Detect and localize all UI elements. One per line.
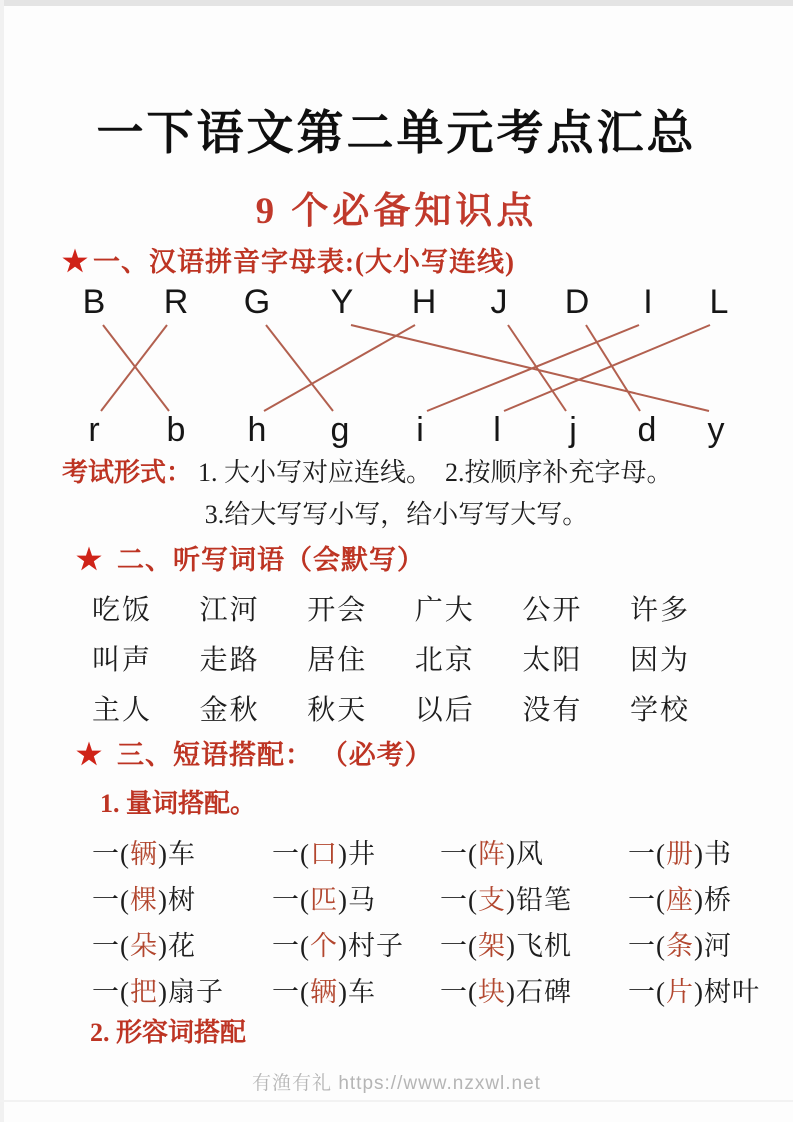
dictation-word: 开会: [307, 595, 368, 626]
lowercase-letter-b: b: [166, 411, 186, 449]
section-2-heading: [76, 538, 425, 577]
exam-form-line1: [62, 452, 673, 489]
dictation-word: 公开: [522, 595, 583, 626]
classifier-character: 辆: [310, 976, 338, 1007]
lowercase-letter-y: y: [707, 411, 725, 449]
star-icon: ★: [76, 544, 103, 576]
section-1-title: 一、汉语拼音字母表:(大小写连线): [93, 247, 515, 277]
dictation-row: [92, 633, 690, 683]
lowercase-letter-l: l: [493, 411, 501, 449]
dictation-word: 主人: [92, 695, 153, 726]
classifier-character: 个: [310, 930, 338, 961]
uppercase-letter-B: B: [82, 283, 106, 321]
measure-word-item: 一(把)扇子: [92, 976, 224, 1007]
star-icon: ★: [62, 246, 89, 278]
uppercase-letter-R: R: [163, 283, 189, 321]
measure-word-row: [92, 874, 752, 920]
exam-form-line2: 3.给大写写小写，给小写写大写。: [204, 500, 589, 529]
measure-word-grid: [92, 828, 760, 1012]
measure-word-item: 一(辆)车: [272, 976, 376, 1007]
uppercase-letter-D: D: [564, 283, 590, 321]
classifier-character: 册: [666, 838, 694, 869]
classifier-character: 块: [478, 976, 506, 1007]
classifier-character: 棵: [130, 884, 158, 915]
exam-form-items: 1. 大小写对应连线。 2.按顺序补充字母。: [198, 458, 673, 487]
classifier-character: 片: [666, 976, 694, 1007]
dictation-word: 没有: [522, 695, 583, 726]
dictation-word: 许多: [629, 595, 690, 626]
classifier-character: 口: [310, 838, 338, 869]
lowercase-letter-j: j: [569, 411, 577, 449]
match-line-R-r: [101, 325, 167, 411]
section-2-title: 二、听写词语（会默写）: [117, 545, 425, 575]
dictation-word: 广大: [414, 595, 475, 626]
classifier-character: 辆: [130, 838, 158, 869]
uppercase-letter-J: J: [490, 283, 508, 321]
measure-word-sublabel: 1. 量词搭配。: [100, 789, 257, 818]
star-icon: ★: [76, 739, 103, 771]
uppercase-letter-Y: Y: [330, 283, 354, 321]
exam-form-label: 考试形式：: [62, 458, 193, 487]
footer-watermark: 有渔有礼 https://www.nzxwl.net: [252, 1073, 541, 1094]
measure-word-item: 一(辆)车: [92, 838, 196, 869]
measure-word-row: [92, 920, 752, 966]
measure-word-item: 一(片)树叶: [628, 976, 760, 1007]
subtitle: 9 个必备知识点: [255, 191, 538, 232]
match-line-D-d: [586, 325, 640, 411]
classifier-character: 架: [478, 930, 506, 961]
measure-word-row: [92, 966, 760, 1012]
measure-word-item: 一(个)村子: [272, 930, 404, 961]
dictation-word: 北京: [414, 645, 475, 676]
dictation-row: [92, 583, 690, 633]
classifier-character: 支: [478, 884, 506, 915]
dictation-word-grid: [92, 583, 690, 733]
classifier-character: 阵: [478, 838, 506, 869]
measure-word-item: 一(条)河: [628, 930, 732, 961]
uppercase-letter-I: I: [643, 283, 653, 321]
classifier-character: 朵: [130, 930, 158, 961]
letter-matching-diagram: [0, 281, 793, 459]
lowercase-letter-h: h: [247, 411, 267, 449]
lowercase-letter-g: g: [330, 411, 350, 449]
uppercase-letter-L: L: [709, 283, 729, 321]
page-left-edge: [0, 0, 4, 1122]
dictation-word: 叫声: [92, 645, 153, 676]
measure-word-item: 一(匹)马: [272, 884, 376, 915]
dictation-word: 走路: [199, 645, 260, 676]
dictation-word: 居住: [307, 645, 368, 676]
dictation-word: 金秋: [199, 695, 260, 726]
page-bottom-edge: [0, 1100, 793, 1102]
classifier-character: 座: [666, 884, 694, 915]
lowercase-letter-d: d: [637, 411, 657, 449]
dictation-word: 学校: [629, 695, 690, 726]
section-3-title: 三、短语搭配： （必考）: [117, 740, 433, 770]
uppercase-letter-H: H: [411, 283, 437, 321]
measure-word-item: 一(阵)风: [440, 838, 544, 869]
measure-word-item: 一(块)石碑: [440, 976, 572, 1007]
dictation-word: 以后: [414, 695, 475, 726]
classifier-character: 匹: [310, 884, 338, 915]
uppercase-letter-G: G: [243, 283, 271, 321]
measure-word-row: [92, 828, 752, 874]
match-line-G-g: [266, 325, 333, 411]
dictation-word: 吃饭: [92, 595, 153, 626]
dictation-word: 秋天: [307, 695, 368, 726]
classifier-character: 条: [666, 930, 694, 961]
dictation-word: 太阳: [522, 645, 583, 676]
dictation-row: [92, 683, 690, 733]
measure-word-item: 一(支)铅笔: [440, 884, 572, 915]
match-line-H-h: [264, 325, 415, 411]
measure-word-item: 一(棵)树: [92, 884, 196, 915]
dictation-word: 江河: [199, 595, 260, 626]
match-line-Y-y: [351, 325, 709, 411]
dictation-word: 因为: [629, 645, 690, 676]
measure-word-item: 一(册)书: [628, 838, 732, 869]
section-1-heading: [62, 240, 515, 279]
measure-word-item: 一(口)井: [272, 838, 376, 869]
lowercase-letter-r: r: [88, 411, 100, 449]
page-title: 一下语文第二单元考点汇总: [96, 108, 697, 160]
classifier-character: 把: [130, 976, 158, 1007]
lowercase-letter-i: i: [416, 411, 424, 449]
page-top-edge: [0, 0, 793, 6]
measure-word-item: 一(架)飞机: [440, 930, 572, 961]
section-3-heading: [76, 733, 433, 772]
measure-word-item: 一(朵)花: [92, 930, 196, 961]
match-line-B-b: [103, 325, 169, 411]
measure-word-item: 一(座)桥: [628, 884, 732, 915]
adjective-sublabel: 2. 形容词搭配: [90, 1018, 247, 1047]
